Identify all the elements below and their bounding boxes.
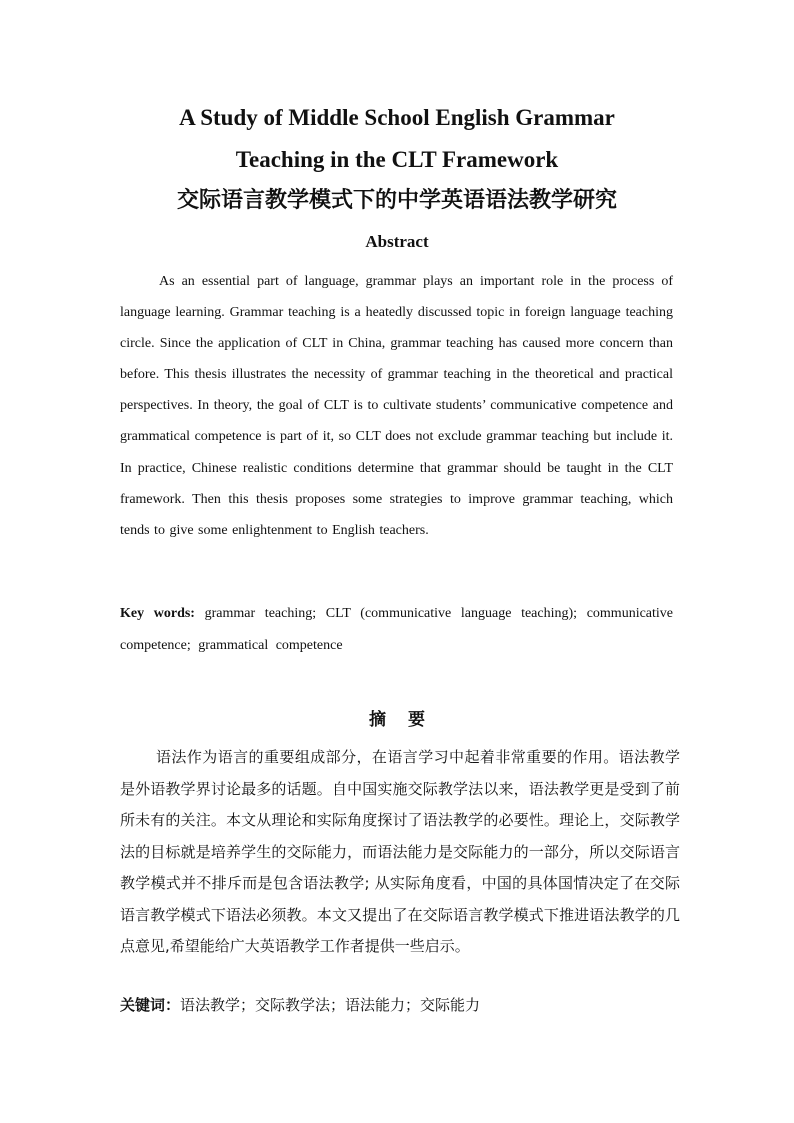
title-english-line-1: A Study of Middle School English Grammar <box>179 105 615 130</box>
keywords-chinese <box>120 991 680 1019</box>
abstract-english-body: As an essential part of language, grammar plays an important role in the process of language learning. Grammar teaching is a heatedly discussed topic in foreign language teaching circle. Since the application of CLT in China, grammar teaching has caused more concern than before. This thesis illustrates the necessity of grammar teaching in the theoretical and practical perspectives. In theory, the goal of CLT is to cultivate students’ communicative competence and grammatical competence is part of it, so CLT does not exclude grammar teaching but include it. In practice, Chinese realistic conditions determine that grammar should be taught in the CLT framework. Then this thesis proposes some strategies to improve grammar teaching, which tends to give some enlightenment to English teachers. <box>120 274 673 538</box>
title-chinese: 交际语言教学模式下的中学英语语法教学研究 <box>176 188 617 213</box>
abstract-chinese-body: 语法作为语言的重要组成部分，在语言学习中起着非常重要的作用。语法教学是外语教学界讨论最多的话题。自中国实施交际教学法以来，语法教学更是受到了前所未有的关注。本文从理论和实际角度探讨了语法教学的必要性。理论上，交际教学法的目标就是培养学生的交际能力，而语法能力是交际能力的一部分，所以交际语言教学模式并不排斥而是包含语法教学; 从实际角度看，中国的具体国情决定了在交际语言教学模式下语法必须教。本文又提出了在交际语言教学模式下推进语法教学的几点意见,希望能给广大英语教学工作者提供一些启示。 <box>120 748 680 955</box>
keywords-chinese-list: 语法教学；交际教学法；语法能力；交际能力 <box>180 996 481 1014</box>
title-english-line-2: Teaching in the CLT Framework <box>235 147 559 172</box>
keywords-english <box>120 598 673 662</box>
keywords-english-label: Key words: <box>120 606 195 621</box>
keywords-chinese-label: 关键词： <box>120 996 181 1014</box>
abstract-chinese-heading: 摘要 <box>369 710 447 730</box>
keywords-english-list: grammar teaching; CLT (communicative language teaching); communicative competence; grammatical competence <box>120 606 673 653</box>
abstract-heading: Abstract <box>365 232 429 251</box>
